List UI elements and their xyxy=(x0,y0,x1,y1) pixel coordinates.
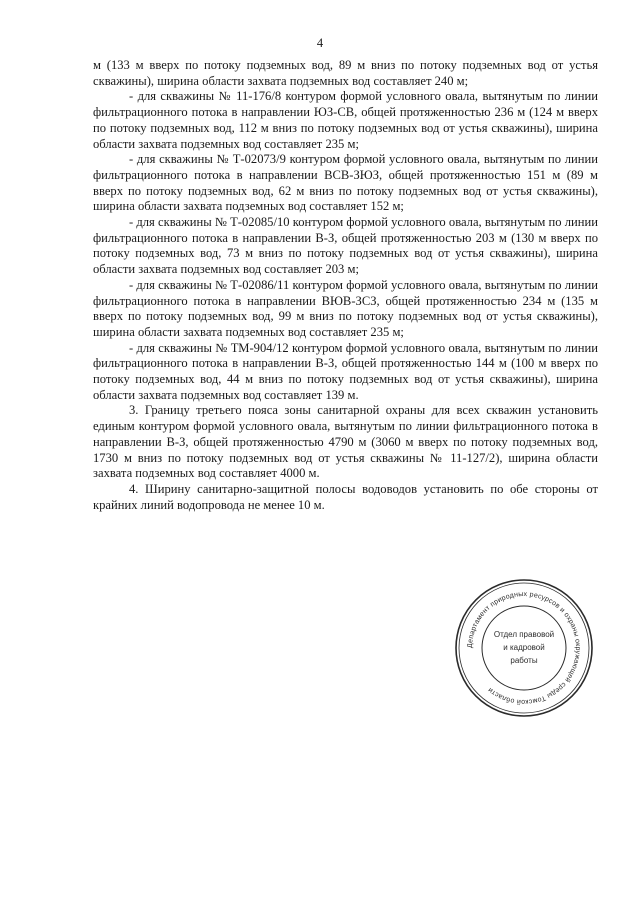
paragraph-continuation: м (133 м вверх по потоку подземных вод, 89 м вниз по потоку подземных вод от устья скважины), ширина области захвата подземных вод составляет 240 м; xyxy=(93,58,598,88)
stamp-center-line-1: Отдел правовой xyxy=(493,630,555,639)
paragraph-item-4: 4. Ширину санитарно-защитной полосы водоводов установить по обе стороны от крайних линий водопровода не менее 10 м. xyxy=(93,481,598,512)
paragraph-item-3: 3. Границу третьего пояса зоны санитарной охраны для всех скважин установить единым контуром формой условного овала, вытянутым по линии фильтрационного потока в направлении В-З, общей протяженностью 4790 м (3060 м вверх по потоку подземных вод, 1730 м вниз по потоку подземных вод от устья скважины № 11-127/2), ширина области захвата подземных вод составляет 4000 м. xyxy=(93,403,598,481)
stamp-center-line-3: работы xyxy=(510,656,538,665)
paragraph-well-tm-904-12: - для скважины № ТМ-904/12 контуром формой условного овала, вытянутым по линии фильтрационного потока в направлении В-З, общей протяженностью 144 м (100 м вверх по потоку подземных вод, 44 м вниз по потоку подземных вод от устья скважины), ширина области захвата подземных вод составляет 139 м. xyxy=(93,340,598,402)
stamp-seal-icon xyxy=(453,577,595,719)
stamp-center-line-2: и кадровой xyxy=(503,643,545,652)
document-body xyxy=(93,58,598,513)
page-number: 4 xyxy=(316,36,324,50)
official-stamp xyxy=(453,577,595,719)
paragraph-well-t-02086-11: - для скважины № Т-02086/11 контуром формой условного овала, вытянутым по линии фильтрационного потока в направлении ВЮВ-ЗСЗ, общей протяженностью 234 м (135 м вверх по потоку подземных вод, 99 м вниз по потоку подземных вод от устья скважины), ширина области захвата подземных вод составляет 235 м; xyxy=(93,277,598,339)
paragraph-well-t-02073-9: - для скважины № Т-02073/9 контуром формой условного овала, вытянутым по линии фильтрационного потока в направлении ВСВ-ЗЮЗ, общей протяженностью 151 м (89 м вверх по потоку подземных вод, 62 м вниз по потоку подземных вод от устья скважины), ширина области захвата подземных вод составляет 152 м; xyxy=(93,152,598,214)
stamp-ring-text: Департамент природных ресурсов и охраны окружающей среды Томской области xyxy=(466,590,582,706)
paragraph-well-11-176-8: - для скважины № 11-176/8 контуром формой условного овала, вытянутым по линии фильтрационного потока в направлении ЮЗ-СВ, общей протяженностью 236 м (124 м вверх по потоку подземных вод, 112 м вниз по потоку подземных вод от устья скважины), ширина области захвата подземных вод составляет 235 м; xyxy=(93,89,598,151)
paragraph-well-t-02085-10: - для скважины № Т-02085/10 контуром формой условного овала, вытянутым по линии фильтрационного потока в направлении В-З, общей протяженностью 203 м (130 м вверх по потоку подземных вод, 73 м вниз по потоку подземных вод от устья скважины), ширина области захвата подземных вод составляет 203 м; xyxy=(93,215,598,277)
